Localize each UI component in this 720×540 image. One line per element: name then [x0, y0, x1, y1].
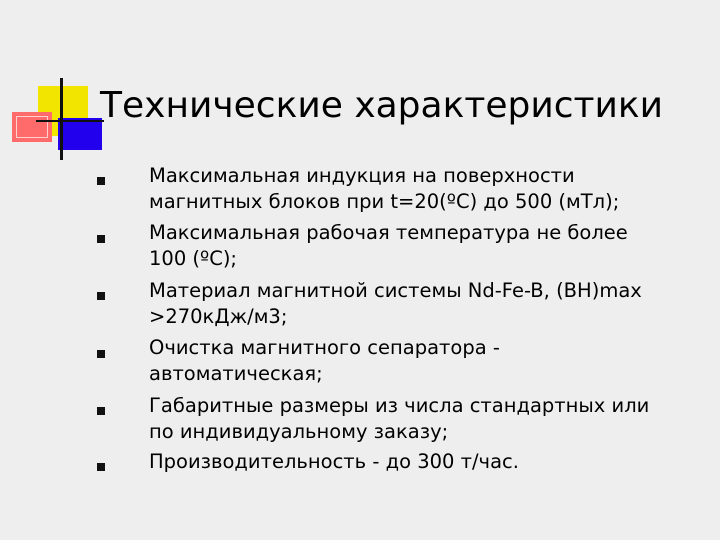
- bullet-text-line: Максимальная индукция на поверхности: [149, 164, 575, 187]
- bullet-text-line: по индивидуальному заказу;: [149, 420, 449, 443]
- bullet-text-line: магнитных блоков при t=20(ºС) до 500 (мТл);: [149, 190, 620, 213]
- bullet-text-line: Габаритные размеры из числа стандартных или: [149, 394, 650, 417]
- bullet-text-line: Производительность - до 300 т/час.: [149, 450, 519, 473]
- bullet-text-line: автоматическая;: [149, 362, 323, 385]
- logo-vertical-line: [60, 78, 63, 160]
- bullet-square-icon: [97, 350, 105, 358]
- bullet-square-icon: [97, 463, 105, 471]
- bullet-square-icon: [97, 177, 105, 185]
- bullet-text-line: 100 (ºС);: [149, 247, 238, 270]
- bullet-text-line: Очистка магнитного сепаратора -: [149, 336, 500, 359]
- bullet-text-line: Максимальная рабочая температура не более: [149, 221, 628, 244]
- bullet-square-icon: [97, 292, 105, 300]
- logo-horizontal-line: [36, 120, 104, 122]
- bullet-text-line: Материал магнитной системы Nd-Fe-B, (BH)max: [149, 279, 642, 302]
- bullet-square-icon: [97, 407, 105, 415]
- bullet-text-line: >270кДж/м3;: [149, 305, 288, 328]
- slide-title: Технические характеристики: [100, 85, 664, 126]
- bullet-square-icon: [97, 235, 105, 243]
- logo-blue-square: [58, 118, 102, 150]
